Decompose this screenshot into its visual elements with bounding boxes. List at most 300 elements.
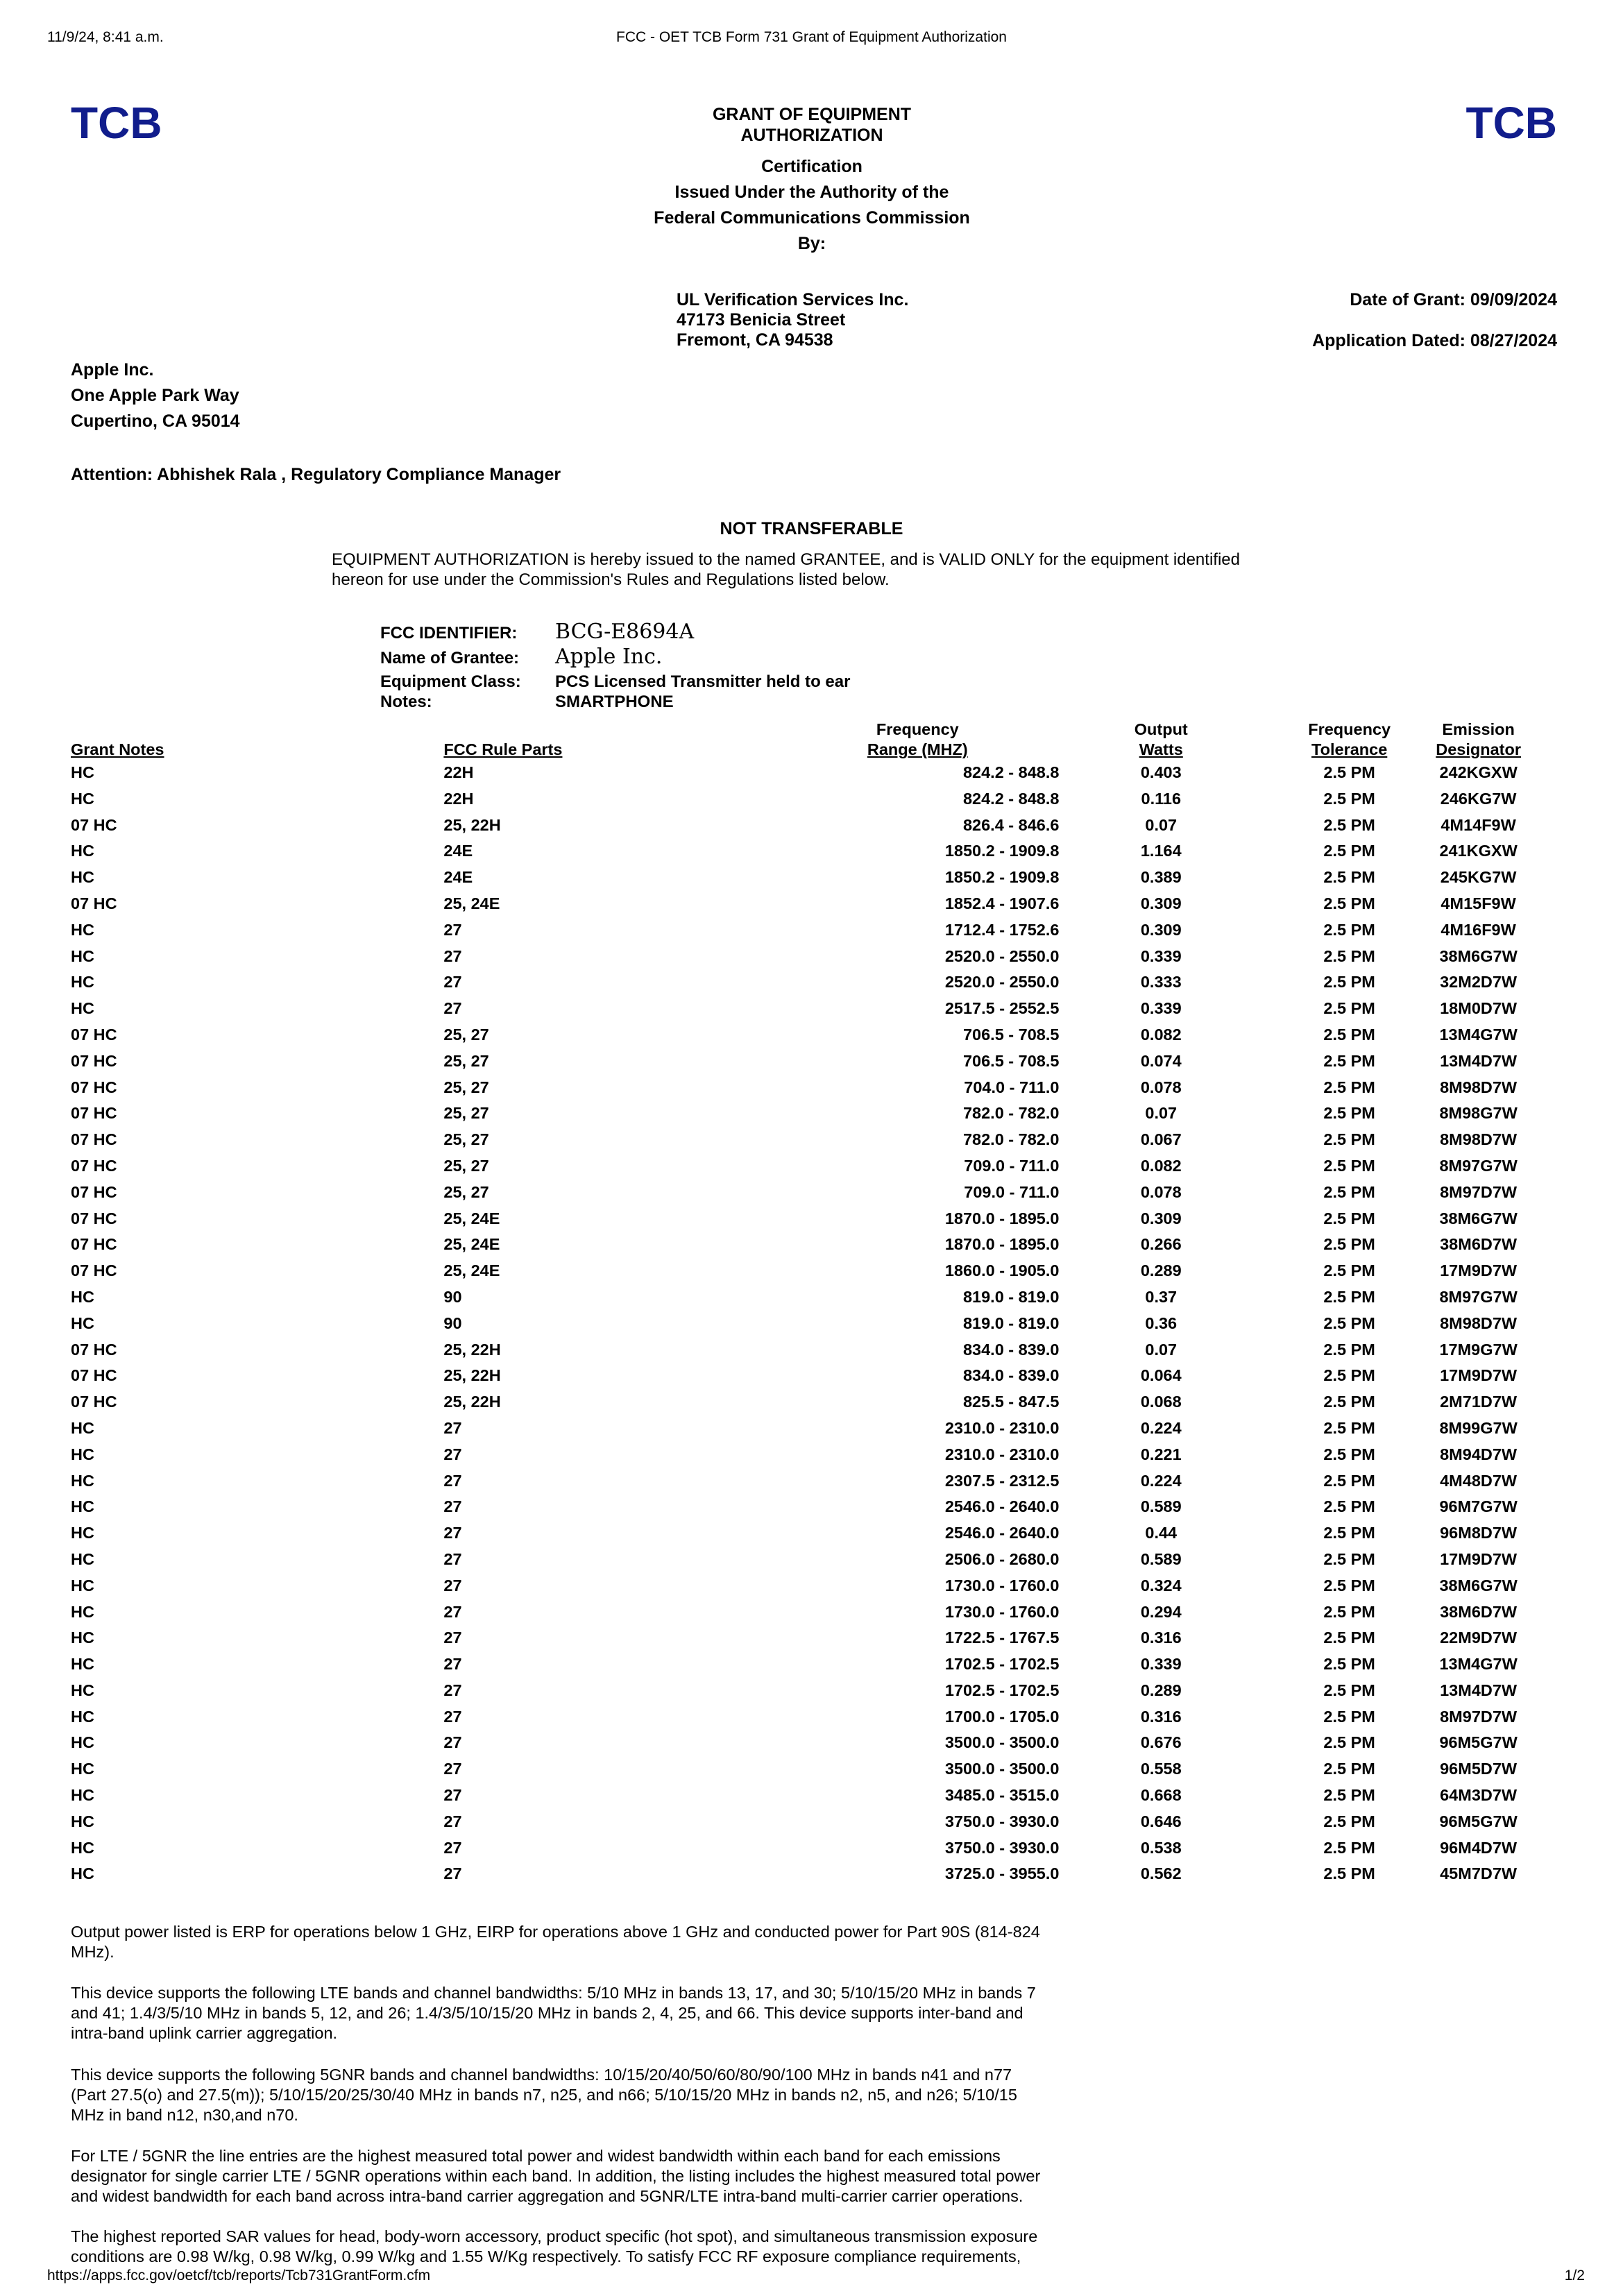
frequency-tolerance-cell: 2.5 PM: [1323, 1340, 1375, 1359]
rule-parts-cell: 27: [443, 1760, 462, 1778]
not-transferable: NOT TRANSFERABLE: [720, 519, 903, 538]
frequency-range-cell: 3500.0 - 3500.0: [944, 1760, 1060, 1778]
frequency-range-cell: 834.0 - 839.0: [962, 1366, 1060, 1385]
output-watts-cell: 0.064: [1140, 1366, 1182, 1385]
frequency-tolerance-cell: 2.5 PM: [1323, 1733, 1375, 1752]
rule-parts-cell: 22H: [443, 789, 474, 808]
frequency-range-cell: 1870.0 - 1895.0: [944, 1209, 1060, 1227]
output-watts-cell: 0.316: [1140, 1629, 1182, 1647]
output-watts-cell: 0.07: [1145, 1340, 1178, 1359]
grant-notes-cell: 07 HC: [71, 1340, 117, 1359]
output-watts-cell: 0.538: [1140, 1838, 1182, 1857]
emission-designator-cell: 2M71D7W: [1440, 1393, 1518, 1411]
emission-designator-cell: 17M9G7W: [1439, 1340, 1518, 1359]
frequency-range-cell: 2517.5 - 2552.5: [944, 999, 1060, 1018]
rule-parts-cell: 25, 24E: [443, 1235, 500, 1254]
frequency-range-cell: 1850.2 - 1909.8: [944, 842, 1060, 860]
frequency-tolerance-cell: 2.5 PM: [1323, 1864, 1375, 1883]
rule-parts-cell: 25, 24E: [443, 894, 500, 912]
frequency-range-cell: 1730.0 - 1760.0: [944, 1576, 1060, 1595]
frequency-range-cell: 1852.4 - 1907.6: [944, 894, 1060, 912]
emission-designator-cell: 38M6G7W: [1439, 946, 1518, 965]
output-watts-cell: 0.37: [1145, 1287, 1178, 1306]
tcb-address: [677, 290, 908, 350]
table-header-row: [71, 720, 1521, 760]
header-rule-parts: FCC Rule Parts: [443, 740, 563, 758]
table-row: [71, 1547, 1521, 1573]
frequency-tolerance-cell: 2.5 PM: [1323, 868, 1375, 887]
table-row: [71, 944, 1521, 970]
rule-parts-cell: 25, 22H: [443, 815, 501, 834]
emission-designator-cell: 13M4G7W: [1439, 1655, 1518, 1674]
grant-notes-cell: 07 HC: [71, 1025, 117, 1044]
emission-designator-cell: 18M0D7W: [1440, 999, 1518, 1018]
output-watts-cell: 0.389: [1140, 868, 1182, 887]
emission-designator-cell: 96M5G7W: [1439, 1733, 1518, 1752]
frequency-range-cell: 2520.0 - 2550.0: [944, 946, 1060, 965]
rule-parts-cell: 27: [443, 1445, 462, 1463]
grant-notes-cell: 07 HC: [71, 1261, 117, 1280]
table-row: [71, 1442, 1521, 1468]
frequency-tolerance-cell: 2.5 PM: [1323, 1760, 1375, 1778]
frequency-tolerance-cell: 2.5 PM: [1323, 842, 1375, 860]
p1-line-1: Output power listed is ERP for operations below 1 GHz, EIRP for operations above 1 GHz and conducted power for Part 90S (814-824: [71, 1923, 1040, 1941]
table-row: [71, 813, 1521, 839]
table-row: [71, 786, 1521, 813]
frequency-tolerance-cell: 2.5 PM: [1323, 1602, 1375, 1621]
grant-notes-cell: 07 HC: [71, 1156, 117, 1175]
frequency-range-cell: 2520.0 - 2550.0: [944, 973, 1060, 992]
frequency-tolerance-cell: 2.5 PM: [1323, 1471, 1375, 1490]
output-watts-cell: 0.339: [1140, 999, 1182, 1018]
rule-parts-cell: 25, 22H: [443, 1393, 501, 1411]
rule-parts-cell: 27: [443, 1524, 462, 1542]
frequency-range-cell: 819.0 - 819.0: [962, 1313, 1060, 1332]
output-watts-cell: 0.224: [1140, 1471, 1182, 1490]
rule-parts-cell: 27: [443, 1418, 462, 1437]
frequency-range-cell: 2546.0 - 2640.0: [944, 1497, 1060, 1516]
rule-parts-cell: 90: [443, 1313, 462, 1332]
table-row: [71, 1573, 1521, 1599]
header-output-watts: Output Watts: [1134, 720, 1188, 758]
table-row: [71, 1730, 1521, 1756]
grant-notes-cell: HC: [71, 1576, 94, 1595]
grant-notes-cell: HC: [71, 1445, 94, 1463]
tcb-street: 47173 Benicia Street: [677, 310, 846, 330]
footer-page-number: 1/2: [1564, 2268, 1585, 2284]
frequency-range-cell: 709.0 - 711.0: [964, 1156, 1060, 1175]
frequency-range-cell: 1850.2 - 1909.8: [944, 868, 1060, 887]
grant-notes-cell: 07 HC: [71, 894, 117, 912]
grant-notes-cell: HC: [71, 973, 94, 992]
output-watts-cell: 0.676: [1140, 1733, 1182, 1752]
frequency-tolerance-cell: 2.5 PM: [1323, 1655, 1375, 1674]
attention-line: Attention: Abhishek Rala , Regulatory Compliance Manager: [71, 465, 561, 484]
grant-notes-cell: HC: [71, 842, 94, 860]
table-row: [71, 1494, 1521, 1520]
emission-designator-cell: 241KGXW: [1439, 842, 1518, 860]
header-grant-notes: Grant Notes: [71, 740, 164, 758]
emission-designator-cell: 8M97D7W: [1440, 1182, 1518, 1201]
frequency-tolerance-cell: 2.5 PM: [1323, 1051, 1375, 1070]
output-watts-cell: 0.44: [1145, 1524, 1178, 1542]
emission-designator-cell: 38M6G7W: [1439, 1576, 1518, 1595]
rule-parts-cell: 25, 27: [443, 1078, 489, 1096]
grantee-city: Cupertino, CA 95014: [71, 411, 240, 431]
frequency-range-cell: 704.0 - 711.0: [964, 1078, 1060, 1096]
frequency-range-cell: 824.2 - 848.8: [962, 763, 1060, 781]
rule-parts-cell: 25, 24E: [443, 1209, 500, 1227]
emission-designator-cell: 242KGXW: [1439, 763, 1518, 781]
frequency-tolerance-cell: 2.5 PM: [1323, 1786, 1375, 1805]
rule-parts-cell: 27: [443, 946, 462, 965]
emission-designator-cell: 4M48D7W: [1440, 1471, 1518, 1490]
frequency-range-cell: 706.5 - 708.5: [962, 1051, 1060, 1070]
frequency-range-cell: 1712.4 - 1752.6: [944, 920, 1060, 939]
grant-notes-cell: HC: [71, 1497, 94, 1516]
grant-notes-cell: 07 HC: [71, 1235, 117, 1254]
notes-label: Notes:: [380, 692, 432, 711]
frequency-range-cell: 1730.0 - 1760.0: [944, 1602, 1060, 1621]
emission-designator-cell: 13M4G7W: [1439, 1025, 1518, 1044]
table-row: [71, 1651, 1521, 1678]
rule-parts-cell: 27: [443, 999, 462, 1018]
emission-designator-cell: 32M2D7W: [1440, 973, 1518, 992]
tcb-logo-left: TCB: [71, 98, 162, 148]
frequency-tolerance-cell: 2.5 PM: [1323, 1418, 1375, 1437]
grant-notes-cell: 07 HC: [71, 1051, 117, 1070]
frequency-range-cell: 1860.0 - 1905.0: [944, 1261, 1060, 1280]
grant-notes-cell: HC: [71, 1549, 94, 1568]
notes-value: SMARTPHONE: [555, 692, 674, 711]
emission-designator-cell: 8M97G7W: [1439, 1156, 1518, 1175]
rule-parts-cell: 90: [443, 1287, 462, 1306]
frequency-tolerance-cell: 2.5 PM: [1323, 1707, 1375, 1726]
tcb-city: Fremont, CA 94538: [677, 330, 833, 350]
authorization-statement: [332, 550, 1373, 590]
frequency-tolerance-cell: 2.5 PM: [1323, 815, 1375, 834]
grant-table: [71, 720, 1521, 1887]
rule-parts-cell: 24E: [443, 868, 473, 887]
paragraph-lte-bands: [71, 1983, 1125, 2043]
paragraph-output-power: [71, 1922, 1125, 1962]
frequency-tolerance-cell: 2.5 PM: [1323, 1235, 1375, 1254]
frequency-tolerance-cell: 2.5 PM: [1323, 1393, 1375, 1411]
rule-parts-cell: 25, 22H: [443, 1366, 501, 1385]
rule-parts-cell: 22H: [443, 763, 474, 781]
emission-designator-cell: 13M4D7W: [1440, 1051, 1518, 1070]
frequency-range-cell: 709.0 - 711.0: [964, 1182, 1060, 1201]
table-row: [71, 1415, 1521, 1442]
rule-parts-cell: 27: [443, 1497, 462, 1516]
rule-parts-cell: 25, 24E: [443, 1261, 500, 1280]
table-row: [71, 1363, 1521, 1389]
emission-designator-cell: 96M4D7W: [1440, 1838, 1518, 1857]
output-watts-cell: 0.309: [1140, 1209, 1182, 1227]
p3-line-2: (Part 27.5(o) and 27.5(m)); 5/10/15/20/25/30/40 MHz in bands n7, n25, and n66; 5/10/15/20 MHz in bands n2, n5, and n26; 5/10/15: [71, 2086, 1017, 2104]
grant-notes-cell: 07 HC: [71, 1366, 117, 1385]
frequency-tolerance-cell: 2.5 PM: [1323, 999, 1375, 1018]
field-labels: [380, 622, 521, 712]
frequency-range-cell: 3750.0 - 3930.0: [944, 1838, 1060, 1857]
frequency-tolerance-cell: 2.5 PM: [1323, 1812, 1375, 1830]
grant-notes-cell: 07 HC: [71, 815, 117, 834]
frequency-tolerance-cell: 2.5 PM: [1323, 1313, 1375, 1332]
grant-notes-cell: HC: [71, 1629, 94, 1647]
rule-parts-cell: 25, 27: [443, 1130, 489, 1149]
paragraph-5gnr-bands: [71, 2065, 1125, 2125]
frequency-range-cell: 3485.0 - 3515.0: [944, 1786, 1060, 1805]
grant-notes-cell: HC: [71, 868, 94, 887]
output-watts-cell: 0.36: [1145, 1313, 1178, 1332]
emission-designator-cell: 17M9D7W: [1440, 1261, 1518, 1280]
application-date: Application Dated: 08/27/2024: [1312, 331, 1557, 350]
table-row: [71, 1180, 1521, 1206]
table-row: [71, 1127, 1521, 1153]
emission-designator-cell: 4M15F9W: [1441, 894, 1516, 912]
table-row: [71, 760, 1521, 786]
grant-notes-cell: HC: [71, 999, 94, 1018]
rule-parts-cell: 25, 27: [443, 1025, 489, 1044]
table-row: [71, 1232, 1521, 1258]
frequency-range-cell: 1702.5 - 1702.5: [944, 1681, 1060, 1699]
frequency-range-cell: 1700.0 - 1705.0: [944, 1707, 1060, 1726]
output-watts-cell: 0.294: [1140, 1602, 1182, 1621]
emission-designator-cell: 96M5G7W: [1439, 1812, 1518, 1830]
table-row: [71, 838, 1521, 865]
issuing-authority: [604, 154, 1020, 257]
table-row: [71, 1048, 1521, 1075]
rule-parts-cell: 27: [443, 1864, 462, 1883]
frequency-range-cell: 1722.5 - 1767.5: [944, 1629, 1060, 1647]
rule-parts-cell: 27: [443, 1576, 462, 1595]
p1-line-2: MHz).: [71, 1943, 114, 1961]
emission-designator-cell: 45M7D7W: [1440, 1864, 1518, 1883]
grant-notes-cell: HC: [71, 789, 94, 808]
rule-parts-cell: 27: [443, 973, 462, 992]
grant-notes-cell: HC: [71, 1418, 94, 1437]
field-values: [555, 620, 850, 712]
tcb-logo-right: TCB: [1465, 98, 1557, 148]
p5-line-2: conditions are 0.98 W/kg, 0.98 W/kg, 0.99 W/kg and 1.55 W/Kg respectively. To satisfy FCC RF exposure compliance requirements,: [71, 2247, 1021, 2265]
table-row: [71, 1783, 1521, 1809]
frequency-tolerance-cell: 2.5 PM: [1323, 1078, 1375, 1096]
table-row: [71, 969, 1521, 996]
rule-parts-cell: 27: [443, 1812, 462, 1830]
grant-notes-cell: 07 HC: [71, 1104, 117, 1123]
table-row: [71, 1861, 1521, 1887]
output-watts-cell: 0.289: [1140, 1261, 1182, 1280]
table-row: [71, 1337, 1521, 1363]
frequency-range-cell: 2307.5 - 2312.5: [944, 1471, 1060, 1490]
table-row: [71, 1389, 1521, 1415]
frequency-tolerance-cell: 2.5 PM: [1323, 946, 1375, 965]
emission-designator-cell: 8M98D7W: [1440, 1130, 1518, 1149]
p5-line-1: The highest reported SAR values for head, body-worn accessory, product specific (hot spot), and simultaneous transmission exposure: [71, 2227, 1038, 2245]
output-watts-cell: 0.289: [1140, 1681, 1182, 1699]
frequency-range-cell: 782.0 - 782.0: [962, 1130, 1060, 1149]
grant-notes-cell: HC: [71, 1655, 94, 1674]
frequency-range-cell: 782.0 - 782.0: [962, 1104, 1060, 1123]
frequency-tolerance-cell: 2.5 PM: [1323, 1209, 1375, 1227]
grant-notes-cell: HC: [71, 1707, 94, 1726]
grantee-name: Apple Inc.: [71, 360, 154, 380]
header-emission-designator: Emission Designator: [1436, 720, 1521, 758]
equipment-class-value: PCS Licensed Transmitter held to ear: [555, 672, 851, 691]
frequency-tolerance-cell: 2.5 PM: [1323, 1025, 1375, 1044]
frequency-tolerance-cell: 2.5 PM: [1323, 789, 1375, 808]
header-frequency-range: Frequency Range (MHZ): [867, 720, 968, 758]
emission-designator-cell: 4M14F9W: [1441, 815, 1516, 834]
table-row: [71, 1835, 1521, 1862]
frequency-tolerance-cell: 2.5 PM: [1323, 1445, 1375, 1463]
rule-parts-cell: 27: [443, 1681, 462, 1699]
frequency-tolerance-cell: 2.5 PM: [1323, 1130, 1375, 1149]
output-watts-cell: 0.316: [1140, 1707, 1182, 1726]
grant-notes-cell: 07 HC: [71, 1182, 117, 1201]
frequency-tolerance-cell: 2.5 PM: [1323, 1838, 1375, 1857]
rule-parts-cell: 27: [443, 1707, 462, 1726]
output-watts-cell: 0.309: [1140, 894, 1182, 912]
frequency-tolerance-cell: 2.5 PM: [1323, 1182, 1375, 1201]
rule-parts-cell: 27: [443, 1733, 462, 1752]
rule-parts-cell: 27: [443, 1549, 462, 1568]
frequency-range-cell: 3725.0 - 3955.0: [944, 1864, 1060, 1883]
frequency-tolerance-cell: 2.5 PM: [1323, 1261, 1375, 1280]
output-watts-cell: 0.589: [1140, 1497, 1182, 1516]
output-watts-cell: 0.558: [1140, 1760, 1182, 1778]
footer-url[interactable]: https://apps.fcc.gov/oetcf/tcb/reports/Tcb731GrantForm.cfm: [47, 2268, 431, 2284]
emission-designator-cell: 17M9D7W: [1440, 1366, 1518, 1385]
output-watts-cell: 0.074: [1140, 1051, 1182, 1070]
emission-designator-cell: 96M7G7W: [1439, 1497, 1518, 1516]
table-row: [71, 865, 1521, 891]
fcc-id-label: FCC IDENTIFIER:: [380, 624, 518, 643]
grant-notes-cell: 07 HC: [71, 1209, 117, 1227]
p3-line-3: MHz in band n12, n30,and n70.: [71, 2106, 298, 2124]
table-row: [71, 1206, 1521, 1232]
authorization-line-1: EQUIPMENT AUTHORIZATION is hereby issued to the named GRANTEE, and is VALID ONLY for the equipment identified: [332, 550, 1240, 569]
grant-notes-cell: HC: [71, 1838, 94, 1857]
grant-notes-cell: HC: [71, 946, 94, 965]
paragraph-lte-5gnr-entries: [71, 2146, 1125, 2206]
frequency-range-cell: 824.2 - 848.8: [962, 789, 1060, 808]
rule-parts-cell: 27: [443, 1786, 462, 1805]
table-row: [71, 1468, 1521, 1495]
emission-designator-cell: 22M9D7W: [1440, 1629, 1518, 1647]
emission-designator-cell: 13M4D7W: [1440, 1681, 1518, 1699]
grant-notes-cell: HC: [71, 1760, 94, 1778]
paragraph-sar-values: [71, 2227, 1125, 2267]
output-watts-cell: 0.646: [1140, 1812, 1182, 1830]
emission-designator-cell: 8M97D7W: [1440, 1707, 1518, 1726]
rule-parts-cell: 25, 27: [443, 1182, 489, 1201]
authorization-line-2: hereon for use under the Commission's Rules and Regulations listed below.: [332, 570, 890, 589]
emission-designator-cell: 246KG7W: [1440, 789, 1517, 808]
emission-designator-cell: 8M98D7W: [1440, 1078, 1518, 1096]
frequency-tolerance-cell: 2.5 PM: [1323, 1156, 1375, 1175]
p4-line-1: For LTE / 5GNR the line entries are the highest measured total power and widest bandwidth within each band for each emissions: [71, 2147, 1001, 2165]
frequency-tolerance-cell: 2.5 PM: [1323, 920, 1375, 939]
rule-parts-cell: 24E: [443, 842, 473, 860]
output-watts-cell: 0.309: [1140, 920, 1182, 939]
frequency-tolerance-cell: 2.5 PM: [1323, 1366, 1375, 1385]
print-page-title: FCC - OET TCB Form 731 Grant of Equipment Authorization: [616, 29, 1007, 45]
frequency-tolerance-cell: 2.5 PM: [1323, 1287, 1375, 1306]
frequency-range-cell: 826.4 - 846.6: [962, 815, 1060, 834]
table-row: [71, 1520, 1521, 1547]
rule-parts-cell: 27: [443, 1838, 462, 1857]
table-row: [71, 1678, 1521, 1704]
emission-designator-cell: 96M8D7W: [1440, 1524, 1518, 1542]
heading-line-6: By:: [797, 234, 826, 253]
rule-parts-cell: 27: [443, 1602, 462, 1621]
grant-heading: [604, 104, 1020, 146]
rule-parts-cell: 25, 27: [443, 1051, 489, 1070]
grantee-address: [71, 357, 240, 434]
table-row: [71, 1100, 1521, 1127]
frequency-range-cell: 3500.0 - 3500.0: [944, 1733, 1060, 1752]
p2-line-1: This device supports the following LTE bands and channel bandwidths: 5/10 MHz in bands 13, 17, and 30; 5/10/15/20 MHz in bands 7: [71, 1984, 1036, 2002]
rule-parts-cell: 27: [443, 1471, 462, 1490]
frequency-range-cell: 2310.0 - 2310.0: [944, 1418, 1060, 1437]
print-timestamp: 11/9/24, 8:41 a.m.: [47, 29, 164, 45]
rule-parts-cell: 25, 27: [443, 1156, 489, 1175]
p2-line-2: and 41; 1.4/3/5/10 MHz in bands 5, 12, and 26; 1.4/3/5/10/15/20 MHz in bands 2, 4, 25, and 66. This device supports inter-band and: [71, 2004, 1023, 2022]
output-watts-cell: 0.067: [1140, 1130, 1182, 1149]
grantee-value: Apple Inc.: [555, 645, 663, 669]
header-frequency-tolerance: Frequency Tolerance: [1308, 720, 1391, 758]
rule-parts-cell: 25, 22H: [443, 1340, 501, 1359]
output-watts-cell: 0.324: [1140, 1576, 1182, 1595]
emission-designator-cell: 17M9D7W: [1440, 1549, 1518, 1568]
p2-line-3: intra-band uplink carrier aggregation.: [71, 2024, 338, 2042]
rule-parts-cell: 25, 27: [443, 1104, 489, 1123]
output-watts-cell: 1.164: [1140, 842, 1182, 860]
emission-designator-cell: 8M99G7W: [1439, 1418, 1518, 1437]
table-row: [71, 917, 1521, 944]
emission-designator-cell: 8M94D7W: [1440, 1445, 1518, 1463]
table-row: [71, 1153, 1521, 1180]
output-watts-cell: 0.668: [1140, 1786, 1182, 1805]
grant-notes-cell: HC: [71, 1786, 94, 1805]
frequency-range-cell: 1702.5 - 1702.5: [944, 1655, 1060, 1674]
table-row: [71, 1284, 1521, 1311]
frequency-tolerance-cell: 2.5 PM: [1323, 1497, 1375, 1516]
rule-parts-cell: 27: [443, 1629, 462, 1647]
grant-notes-cell: HC: [71, 1287, 94, 1306]
date-of-grant: Date of Grant: 09/09/2024: [1350, 290, 1557, 309]
tcb-name: UL Verification Services Inc.: [677, 290, 909, 309]
frequency-tolerance-cell: 2.5 PM: [1323, 973, 1375, 992]
output-watts-cell: 0.068: [1140, 1393, 1182, 1411]
rule-parts-cell: 27: [443, 920, 462, 939]
output-watts-cell: 0.562: [1140, 1864, 1182, 1883]
heading-line-3: Certification: [761, 157, 863, 176]
table-row: [71, 1022, 1521, 1048]
output-watts-cell: 0.07: [1145, 815, 1178, 834]
output-watts-cell: 0.224: [1140, 1418, 1182, 1437]
output-watts-cell: 0.333: [1140, 973, 1182, 992]
grant-notes-cell: 07 HC: [71, 1130, 117, 1149]
grant-notes-cell: HC: [71, 1313, 94, 1332]
grant-notes-cell: 07 HC: [71, 1393, 117, 1411]
emission-designator-cell: 8M97G7W: [1439, 1287, 1518, 1306]
fcc-id-value: BCG-E8694A: [555, 620, 695, 644]
frequency-range-cell: 2506.0 - 2680.0: [944, 1549, 1060, 1568]
output-watts-cell: 0.403: [1140, 763, 1182, 781]
output-watts-cell: 0.266: [1140, 1235, 1182, 1254]
